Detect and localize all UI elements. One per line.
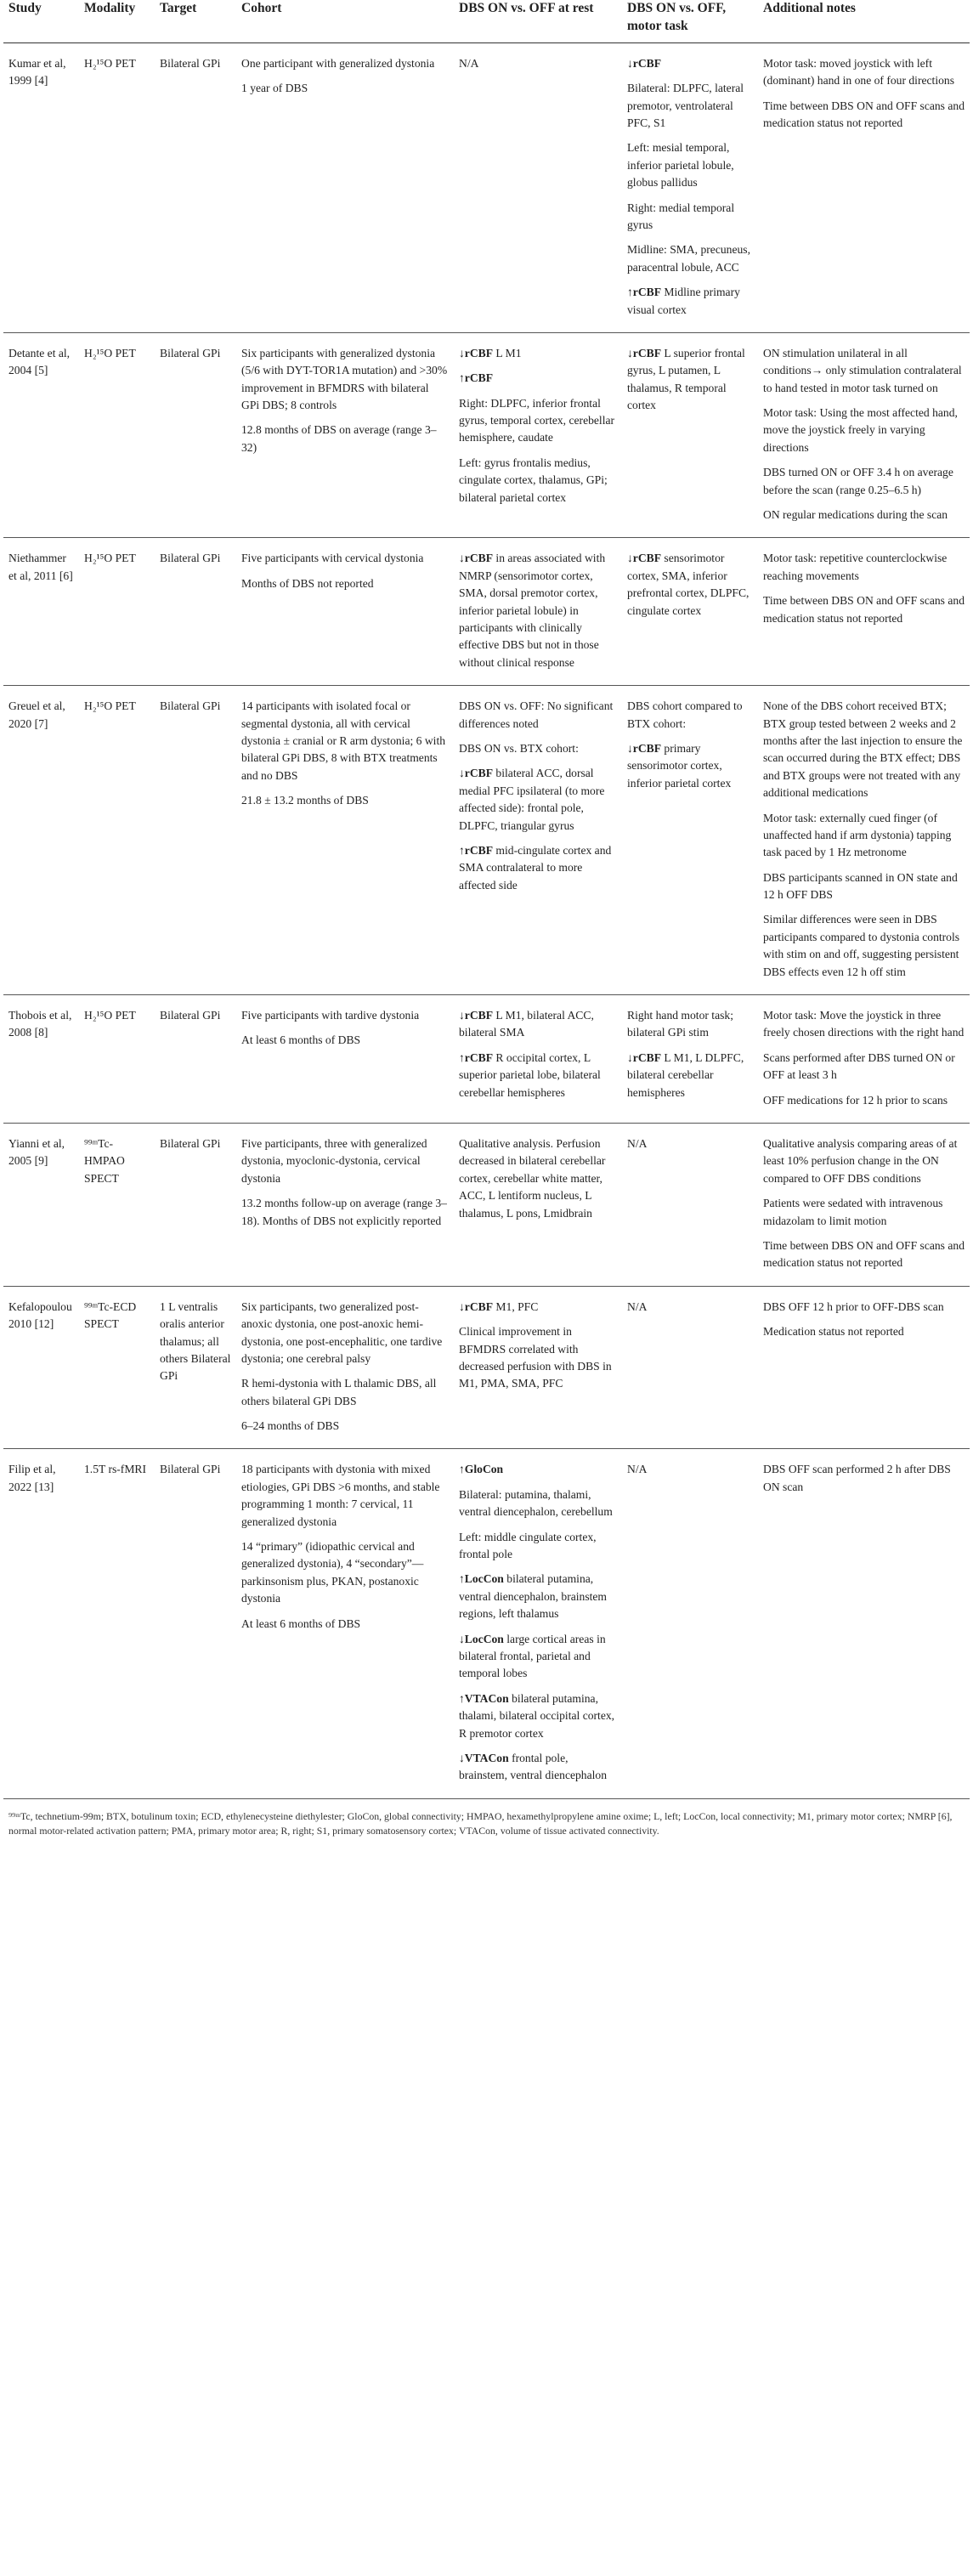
cell-paragraph: DBS OFF scan performed 2 h after DBS ON scan bbox=[763, 1463, 951, 1493]
cell-paragraph: ↓rCBF bilateral ACC, dorsal medial PFC ipsilateral (to more affected side): frontal pole, DLPFC, triangular gyrus bbox=[459, 767, 605, 832]
measure-label: ↑rCBF bbox=[459, 843, 494, 857]
cell-target: Bilateral GPi bbox=[155, 42, 236, 332]
cell-notes bbox=[758, 332, 970, 538]
measure-label: ↓rCBF bbox=[627, 346, 662, 360]
cell-target: 1 L ventralis oralis anterior thalamus; all others Bilateral GPi bbox=[155, 1286, 236, 1449]
measure-label: ↓rCBF bbox=[627, 552, 662, 565]
cell-notes bbox=[758, 1286, 970, 1449]
measure-label: ↑GloCon bbox=[459, 1463, 504, 1476]
cell-paragraph: N/A bbox=[627, 1136, 648, 1150]
cell-paragraph: DBS participants scanned in ON state and 12 h OFF DBS bbox=[763, 870, 958, 902]
cell-target: Bilateral GPi bbox=[155, 1123, 236, 1286]
cell-dbs-rest bbox=[454, 1123, 622, 1286]
cell-cohort bbox=[236, 995, 454, 1124]
cell-paragraph: Right: DLPFC, inferior frontal gyrus, temporal cortex, cerebellar hemisphere, caudate bbox=[459, 396, 615, 444]
cell-dbs-rest bbox=[454, 538, 622, 686]
cell-study: Detante et al, 2004 [5] bbox=[3, 332, 79, 538]
measure-label: ↑VTACon bbox=[459, 1691, 509, 1705]
table-row bbox=[3, 1286, 970, 1449]
header-modality: Modality bbox=[79, 0, 155, 42]
cell-paragraph: ↓rCBF L M1 bbox=[459, 346, 522, 360]
cell-paragraph: DBS ON vs. BTX cohort: bbox=[459, 741, 579, 755]
cell-target: Bilateral GPi bbox=[155, 686, 236, 995]
cell-cohort bbox=[236, 1449, 454, 1798]
measure-label: ↑LocCon bbox=[459, 1572, 504, 1586]
cell-dbs-rest bbox=[454, 1449, 622, 1798]
cell-paragraph: DBS cohort compared to BTX cohort: bbox=[627, 699, 743, 730]
cell-target: Bilateral GPi bbox=[155, 332, 236, 538]
cell-cohort bbox=[236, 1123, 454, 1286]
cell-paragraph: N/A bbox=[459, 56, 479, 70]
table-row bbox=[3, 538, 970, 686]
table-row bbox=[3, 1123, 970, 1286]
cell-study: Filip et al, 2022 [13] bbox=[3, 1449, 79, 1798]
cell-paragraph: 14 participants with isolated focal or segmental dystonia, all with cervical dystonia ± cranial or R arm dystonia; 6 with bilateral GPi DBS, 8 with BTX treatments and no DBS bbox=[241, 699, 446, 782]
cell-paragraph: Time between DBS ON and OFF scans and medication status not reported bbox=[763, 99, 965, 130]
cell-paragraph: Motor task: Move the joystick in three freely chosen directions with the right hand bbox=[763, 1009, 965, 1039]
table-header-row bbox=[3, 0, 970, 42]
cell-dbs-task bbox=[622, 332, 758, 538]
measure-label: ↓rCBF bbox=[459, 1299, 494, 1313]
cell-modality: ⁹⁹ᵐTc-HMPAO SPECT bbox=[79, 1123, 155, 1286]
table-row bbox=[3, 686, 970, 995]
cell-paragraph: ON stimulation unilateral in all conditions→ only stimulation contralateral to hand tested in motor task turned on bbox=[763, 346, 962, 394]
cell-cohort bbox=[236, 332, 454, 538]
cell-dbs-rest bbox=[454, 686, 622, 995]
cell-study: Yianni et al, 2005 [9] bbox=[3, 1123, 79, 1286]
cell-dbs-task bbox=[622, 1286, 758, 1449]
cell-paragraph: ↑rCBF R occipital cortex, L superior parietal lobe, bilateral cerebellar hemispheres bbox=[459, 1050, 601, 1099]
cell-modality: H₂¹⁵O PET bbox=[79, 42, 155, 332]
header-target: Target bbox=[155, 0, 236, 42]
cell-paragraph: Qualitative analysis. Perfusion decreased in bilateral cerebellar cortex, cerebellar white matter, ACC, L lentiform nucleus, L thalamus, L pons, Lmidbrain bbox=[459, 1136, 606, 1220]
cell-target: Bilateral GPi bbox=[155, 538, 236, 686]
cell-paragraph bbox=[459, 1461, 617, 1478]
cell-dbs-rest bbox=[454, 1286, 622, 1449]
header-notes: Additional notes bbox=[758, 0, 970, 42]
cell-notes bbox=[758, 1449, 970, 1798]
cell-paragraph: DBS turned ON or OFF 3.4 h on average before the scan (range 0.25–6.5 h) bbox=[763, 466, 953, 496]
cell-target: Bilateral GPi bbox=[155, 995, 236, 1124]
cell-paragraph: At least 6 months of DBS bbox=[241, 1033, 361, 1047]
cell-paragraph: Right hand motor task; bilateral GPi stim bbox=[627, 1009, 733, 1039]
cell-study: Greuel et al, 2020 [7] bbox=[3, 686, 79, 995]
cell-paragraph: Patients were sedated with intravenous midazolam to limit motion bbox=[763, 1197, 943, 1227]
measure-label: ↓rCBF bbox=[459, 346, 494, 360]
cell-paragraph: Motor task: moved joystick with left (dominant) hand in one of four directions bbox=[763, 56, 954, 88]
cell-paragraph: At least 6 months of DBS bbox=[241, 1616, 361, 1630]
cell-paragraph: Scans performed after DBS turned ON or OFF at least 3 h bbox=[763, 1050, 955, 1082]
cell-paragraph: 13.2 months follow-up on average (range 3–18). Months of DBS not explicitly reported bbox=[241, 1197, 447, 1227]
table-body bbox=[3, 42, 970, 1798]
measure-label: ↑rCBF bbox=[627, 286, 662, 299]
cell-paragraph: Bilateral: putamina, thalami, ventral diencephalon, cerebellum bbox=[459, 1487, 613, 1519]
cell-paragraph: Left: mesial temporal, inferior parietal lobule, globus pallidus bbox=[627, 141, 734, 190]
cell-paragraph: Motor task: Using the most affected hand, move the joystick freely in varying directions bbox=[763, 406, 958, 454]
header-cohort: Cohort bbox=[236, 0, 454, 42]
cell-cohort bbox=[236, 538, 454, 686]
cell-notes bbox=[758, 538, 970, 686]
cell-notes bbox=[758, 1123, 970, 1286]
cell-paragraph: Months of DBS not reported bbox=[241, 576, 374, 590]
cell-paragraph: OFF medications for 12 h prior to scans bbox=[763, 1093, 948, 1107]
cell-paragraph: ↑rCBF Midline primary visual cortex bbox=[627, 286, 740, 316]
cell-paragraph: 14 “primary” (idiopathic cervical and generalized dystonia), 4 “secondary”—parkinsonism plus, PKAN, postanoxic dystonia bbox=[241, 1540, 424, 1605]
cell-paragraph: 1 year of DBS bbox=[241, 82, 308, 95]
cell-paragraph: Five participants with tardive dystonia bbox=[241, 1009, 420, 1022]
cell-paragraph: ↓rCBF primary sensorimotor cortex, inferior parietal cortex bbox=[627, 741, 732, 790]
cell-dbs-task bbox=[622, 995, 758, 1124]
cell-paragraph: Six participants with generalized dystonia (5/6 with DYT-TOR1A mutation) and >30% improvement in BFMDRS with bilateral GPi DBS; 8 controls bbox=[241, 346, 448, 412]
cell-dbs-task bbox=[622, 538, 758, 686]
cell-paragraph: DBS ON vs. OFF: No significant differences noted bbox=[459, 699, 614, 730]
cell-paragraph: None of the DBS cohort received BTX; BTX group tested between 2 weeks and 2 months after the last injection to ensure the scan occurred during the BTX effect; DBS and BTX groups were not treated with any additional medications bbox=[763, 699, 963, 800]
cell-paragraph: Six participants, two generalized post-anoxic dystonia, one post-anoxic hemi-dystonia, one post-encephalitic, one tardive dystonia; one cerebral palsy bbox=[241, 1299, 443, 1365]
cell-notes bbox=[758, 42, 970, 332]
cell-paragraph: ↓rCBF L superior frontal gyrus, L putamen, L thalamus, R temporal cortex bbox=[627, 346, 745, 412]
cell-paragraph: ↓rCBF in areas associated with NMRP (sensorimotor cortex, SMA, dorsal premotor cortex, inferior parietal lobule) in participants with clinically effective DBS but not in those without clinical response bbox=[459, 552, 606, 669]
cell-modality: H₂¹⁵O PET bbox=[79, 686, 155, 995]
measure-label: ↓LocCon bbox=[459, 1632, 504, 1645]
measure-label: ↓rCBF bbox=[459, 552, 494, 565]
cell-paragraph: Right: medial temporal gyrus bbox=[627, 201, 735, 231]
cell-paragraph bbox=[627, 55, 753, 72]
cell-paragraph: R hemi-dystonia with L thalamic DBS, all others bilateral GPi DBS bbox=[241, 1377, 437, 1407]
cell-dbs-rest bbox=[454, 42, 622, 332]
cell-dbs-task bbox=[622, 42, 758, 332]
measure-label: ↓rCBF bbox=[459, 767, 494, 780]
cell-paragraph: Motor task: repetitive counterclockwise reaching movements bbox=[763, 552, 948, 582]
cell-paragraph: Similar differences were seen in DBS participants compared to dystonia controls with stim on and off, suggesting persistent DBS effects even 12 h off stim bbox=[763, 913, 960, 978]
cell-dbs-task bbox=[622, 1449, 758, 1798]
cell-paragraph: Five participants with cervical dystonia bbox=[241, 552, 424, 565]
cell-paragraph: Left: middle cingulate cortex, frontal pole bbox=[459, 1530, 597, 1561]
cell-paragraph: ON regular medications during the scan bbox=[763, 508, 948, 522]
cell-paragraph: 6–24 months of DBS bbox=[241, 1419, 340, 1433]
cell-paragraph bbox=[459, 370, 617, 387]
cell-paragraph: Motor task: externally cued finger (of unaffected hand if arm dystonia) tapping task paced by 1 Hz metronome bbox=[763, 811, 952, 859]
cell-paragraph: ↑rCBF mid-cingulate cortex and SMA contralateral to more affected side bbox=[459, 843, 612, 892]
cell-paragraph: ↓rCBF sensorimotor cortex, SMA, inferior prefrontal cortex, DLPFC, cingulate cortex bbox=[627, 552, 750, 617]
cell-target: Bilateral GPi bbox=[155, 1449, 236, 1798]
cell-cohort bbox=[236, 42, 454, 332]
cell-notes bbox=[758, 995, 970, 1124]
table-footnote: ⁹⁹ᵐTc, technetium-99m; BTX, botulinum toxin; ECD, ethylenecysteine diethylester; GloCon, global connectivity; HMPAO, hexamethylpropylene amine oxime; L, left; LocCon, local connectivity; M1, primary motor cortex; NMRP [6], normal motor-related activation pattern; PMA, primary motor area; R, right; S1, primary somatosensory cortex; VTACon, volume of tissue activated connectivity. bbox=[8, 1809, 953, 1837]
study-table bbox=[3, 0, 970, 1799]
cell-paragraph: Time between DBS ON and OFF scans and medication status not reported bbox=[763, 1238, 965, 1270]
cell-study: Kumar et al, 1999 [4] bbox=[3, 42, 79, 332]
cell-modality: H₂¹⁵O PET bbox=[79, 538, 155, 686]
cell-cohort bbox=[236, 1286, 454, 1449]
cell-paragraph: Midline: SMA, precuneus, paracentral lobule, ACC bbox=[627, 243, 750, 274]
cell-paragraph: Clinical improvement in BFMDRS correlated with decreased perfusion with DBS in M1, PMA, SMA, PFC bbox=[459, 1325, 612, 1390]
cell-paragraph: ↑VTACon bilateral putamina, thalami, bilateral occipital cortex, R premotor cortex bbox=[459, 1691, 615, 1740]
table-row bbox=[3, 42, 970, 332]
cell-modality: ⁹⁹ᵐTc-ECD SPECT bbox=[79, 1286, 155, 1449]
cell-paragraph: 18 participants with dystonia with mixed etiologies, GPi DBS >6 months, and stable programming 1 month: 7 cervical, 11 generalized dystonia bbox=[241, 1463, 440, 1528]
measure-label: ↓VTACon bbox=[459, 1751, 509, 1764]
cell-study: Niethammer et al, 2011 [6] bbox=[3, 538, 79, 686]
cell-paragraph: Time between DBS ON and OFF scans and medication status not reported bbox=[763, 594, 965, 625]
cell-notes bbox=[758, 686, 970, 995]
cell-cohort bbox=[236, 686, 454, 995]
cell-modality: H₂¹⁵O PET bbox=[79, 332, 155, 538]
cell-paragraph: Qualitative analysis comparing areas of at least 10% perfusion change in the ON compared to OFF DBS conditions bbox=[763, 1136, 958, 1185]
table-row bbox=[3, 332, 970, 538]
cell-paragraph: One participant with generalized dystonia bbox=[241, 56, 435, 70]
measure-label: ↓rCBF bbox=[627, 741, 662, 755]
cell-dbs-rest bbox=[454, 995, 622, 1124]
cell-paragraph: ↓rCBF M1, PFC bbox=[459, 1299, 539, 1313]
header-dbs-task: DBS ON vs. OFF, motor task bbox=[622, 0, 758, 42]
measure-label: ↓rCBF bbox=[627, 1050, 662, 1064]
cell-paragraph: Left: gyrus frontalis medius, cingulate cortex, thalamus, GPi; bilateral parietal cortex bbox=[459, 456, 608, 504]
measure-label: ↑rCBF bbox=[459, 371, 494, 385]
cell-dbs-task bbox=[622, 686, 758, 995]
table-row bbox=[3, 1449, 970, 1798]
cell-paragraph: 12.8 months of DBS on average (range 3–32) bbox=[241, 423, 437, 454]
cell-paragraph: 21.8 ± 13.2 months of DBS bbox=[241, 794, 369, 807]
measure-label: ↑rCBF bbox=[459, 1050, 494, 1064]
cell-dbs-task bbox=[622, 1123, 758, 1286]
cell-paragraph: ↓rCBF L M1, L DLPFC, bilateral cerebellar hemispheres bbox=[627, 1050, 744, 1099]
cell-paragraph: DBS OFF 12 h prior to OFF-DBS scan bbox=[763, 1299, 944, 1313]
header-study: Study bbox=[3, 0, 79, 42]
cell-modality: H₂¹⁵O PET bbox=[79, 995, 155, 1124]
cell-study: Thobois et al, 2008 [8] bbox=[3, 995, 79, 1124]
cell-paragraph: ↓LocCon large cortical areas in bilateral frontal, parietal and temporal lobes bbox=[459, 1632, 606, 1680]
cell-paragraph: Medication status not reported bbox=[763, 1325, 904, 1339]
measure-label: ↓rCBF bbox=[627, 56, 662, 70]
cell-modality: 1.5T rs-fMRI bbox=[79, 1449, 155, 1798]
cell-dbs-rest bbox=[454, 332, 622, 538]
measure-label: ↓rCBF bbox=[459, 1009, 494, 1022]
cell-study: Kefalopoulou 2010 [12] bbox=[3, 1286, 79, 1449]
cell-paragraph: N/A bbox=[627, 1463, 648, 1476]
cell-paragraph: N/A bbox=[627, 1299, 648, 1313]
cell-paragraph: ↓rCBF L M1, bilateral ACC, bilateral SMA bbox=[459, 1009, 594, 1039]
cell-paragraph: Bilateral: DLPFC, lateral premotor, ventrolateral PFC, S1 bbox=[627, 82, 744, 130]
header-dbs-rest: DBS ON vs. OFF at rest bbox=[454, 0, 622, 42]
table-row bbox=[3, 995, 970, 1124]
cell-paragraph: Five participants, three with generalized dystonia, myoclonic-dystonia, cervical dystonia bbox=[241, 1136, 427, 1185]
cell-paragraph: ↓VTACon frontal pole, brainstem, ventral diencephalon bbox=[459, 1751, 608, 1782]
cell-paragraph: ↑LocCon bilateral putamina, ventral diencephalon, brainstem regions, left thalamus bbox=[459, 1572, 608, 1621]
